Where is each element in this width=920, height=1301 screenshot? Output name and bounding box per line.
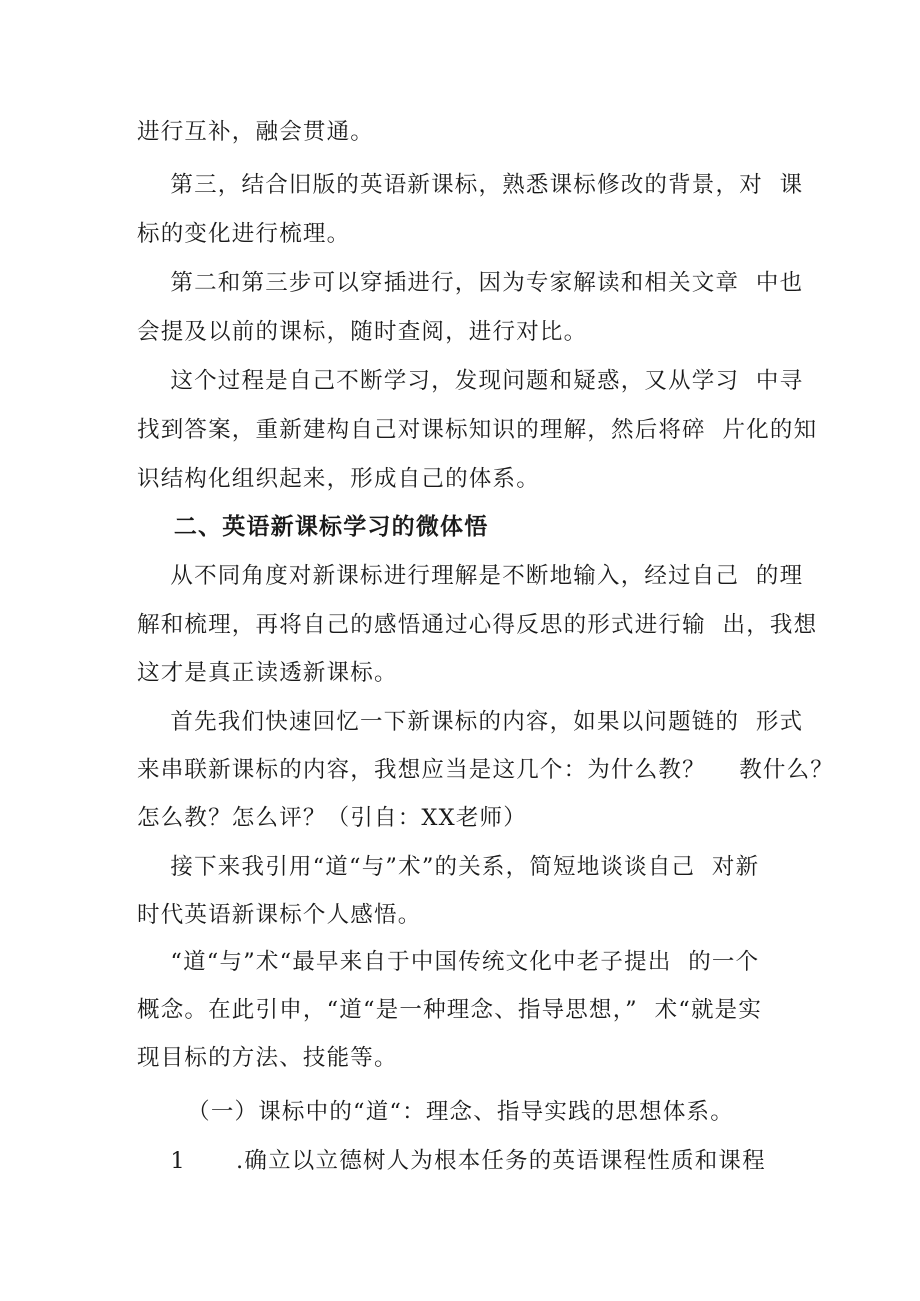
- subsection-heading: （一）课标中的“道“：理念、指导实践的思想体系。: [137, 1099, 734, 1125]
- paragraph-line: 现目标的方法、技能等。: [137, 1045, 398, 1071]
- paragraph-line: 这个过程是自己不断学习，发现问题和疑惑，又从学习 中寻: [137, 368, 804, 394]
- paragraph-line: 会提及以前的课标，随时查阅，进行对比。: [137, 319, 588, 345]
- paragraph-line: 从不同角度对新课标进行理解是不断地输入，经过自己 的理: [137, 563, 804, 589]
- paragraph-line: 进行互补，融会贯通。: [137, 119, 375, 145]
- paragraph-line: 怎么教？怎么评？（引自：XX老师）: [137, 805, 527, 831]
- paragraph-line: 找到答案，重新建构自己对课标知识的理解，然后将碎 片化的知: [137, 417, 818, 443]
- paragraph-line: 概念。在此引申，“道“是一种理念、指导思想，” 术“就是实: [137, 997, 763, 1023]
- section-heading: 二、英语新课标学习的微体悟: [137, 514, 489, 540]
- paragraph-line: 首先我们快速回忆一下新课标的内容，如果以问题链的 形式: [137, 709, 804, 735]
- paragraph-line: 接下来我引用“道“与”术”的关系，简短地谈谈自己 对新: [137, 854, 760, 880]
- paragraph-line: 识结构化组织起来，形成自己的体系。: [137, 466, 540, 492]
- paragraph-line: 标的变化进行梳理。: [137, 221, 351, 247]
- list-item: 1 .确立以立德树人为根本任务的英语课程性质和课程: [137, 1148, 766, 1174]
- paragraph-line: “道“与”术“最早来自于中国传统文化中老子提出 的一个: [137, 949, 760, 975]
- paragraph-line: 解和梳理，再将自己的感悟通过心得反思的形式进行输 出，我想: [137, 612, 818, 638]
- paragraph-line: 第二和第三步可以穿插进行，因为专家解读和相关文章 中也: [137, 270, 804, 296]
- paragraph-line: 来串联新课标的内容，我想应当是这几个：为什么教？ 教什么？: [137, 757, 835, 783]
- paragraph-line: 这才是真正读透新课标。: [137, 660, 398, 686]
- paragraph-line: 时代英语新课标个人感悟。: [137, 902, 422, 928]
- paragraph-line: 第三，结合旧版的英语新课标，熟悉课标修改的背景，对 课: [137, 172, 804, 198]
